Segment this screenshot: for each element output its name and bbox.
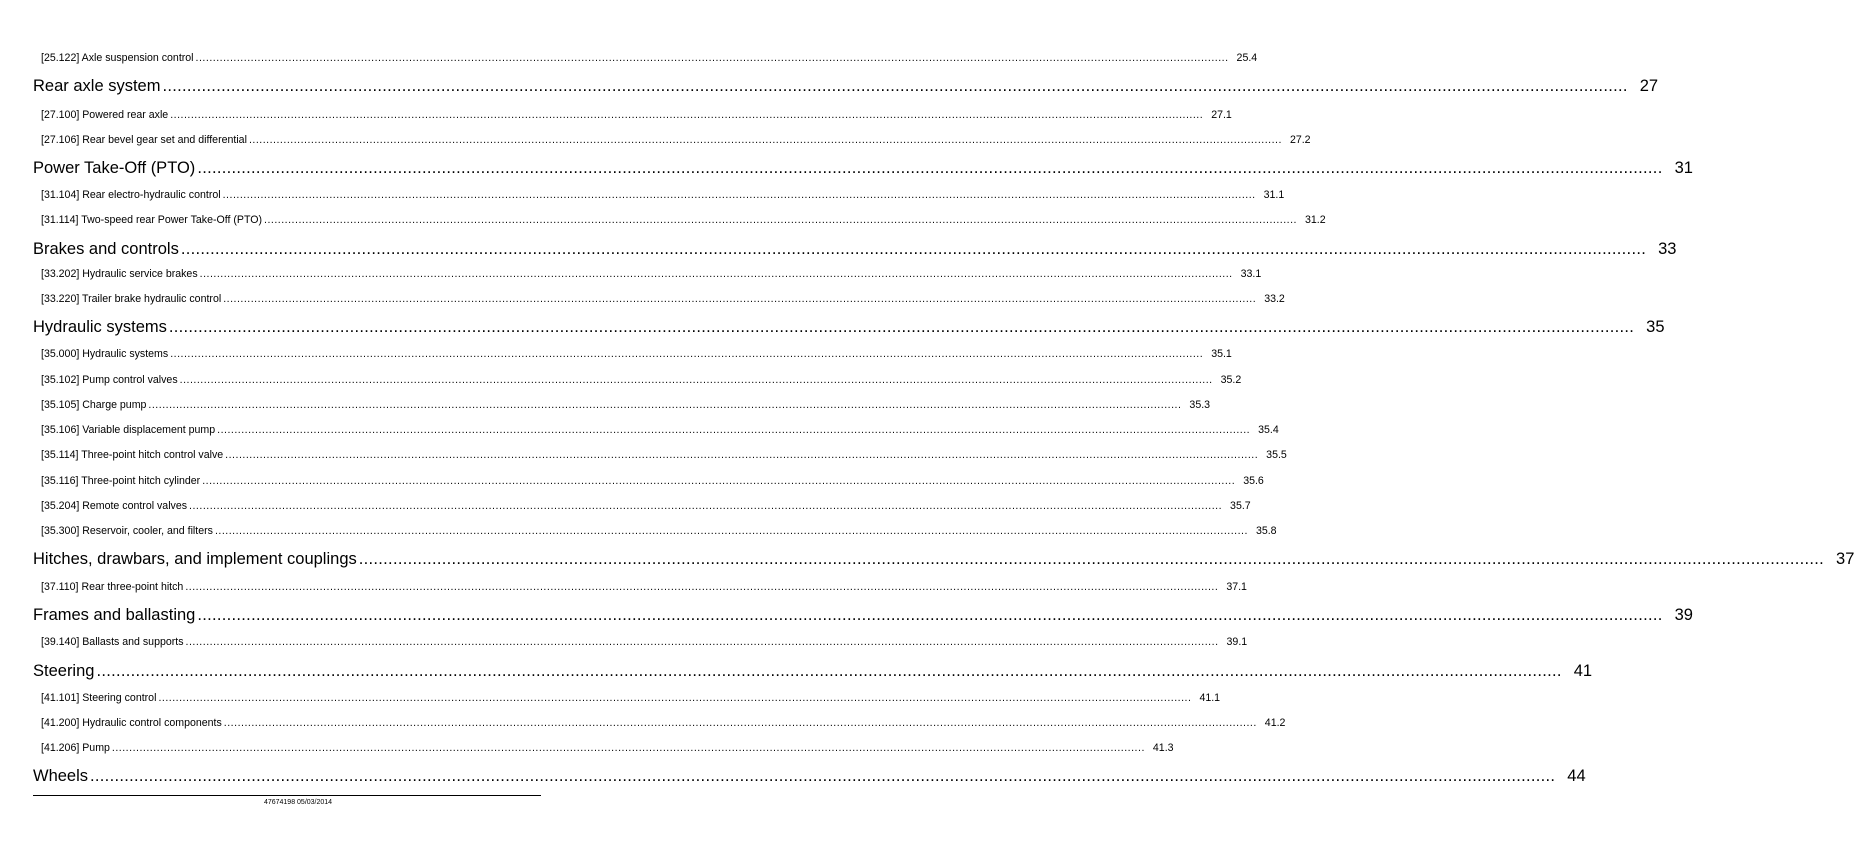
toc-section-title: Power Take-Off (PTO) — [33, 159, 196, 177]
dot-leader: ............................................................................................................................................................................................................................................................................................................ — [223, 293, 1257, 305]
toc-entry-41-101[interactable] — [41, 692, 1221, 706]
toc-section-hydraulic-systems[interactable] — [33, 318, 1665, 340]
toc-entry-35-300[interactable] — [41, 525, 1277, 539]
toc-section-pto[interactable] — [33, 159, 1693, 181]
toc-entry-35-114[interactable] — [41, 449, 1287, 463]
toc-entry-title: [35.106] Variable displacement pump — [41, 424, 216, 436]
toc-entry-25-122[interactable] — [41, 52, 1258, 66]
dot-leader: ............................................................................................................................................................................................................................................................................................................ — [90, 767, 1556, 785]
toc-entry-41-200[interactable] — [41, 717, 1286, 731]
toc-entry-page: 39.1 — [1226, 636, 1248, 648]
toc-entry-35-105[interactable] — [41, 399, 1211, 413]
toc-entry-35-116[interactable] — [41, 475, 1264, 489]
toc-entry-title: [41.101] Steering control — [41, 692, 157, 704]
toc-entry-title: [33.220] Trailer brake hydraulic control — [41, 293, 222, 305]
toc-entry-page: 31.1 — [1263, 189, 1285, 201]
toc-entry-27-106[interactable] — [41, 134, 1311, 148]
toc-entry-page: 25.4 — [1236, 52, 1258, 64]
toc-section-page: 44 — [1567, 767, 1586, 785]
toc-entry-title: [35.114] Three-point hitch control valve — [41, 449, 224, 461]
toc-entry-title: [35.000] Hydraulic systems — [41, 348, 169, 360]
toc-entry-title: [41.206] Pump — [41, 742, 110, 754]
toc-entry-page: 41.3 — [1152, 742, 1174, 754]
toc-entry-page: 35.7 — [1230, 500, 1251, 512]
toc-entry-page: 27.1 — [1211, 109, 1232, 121]
toc-entry-page: 33.1 — [1240, 268, 1262, 280]
dot-leader: ............................................................................................................................................................................................................................................................................................................ — [111, 742, 1145, 754]
dot-leader: ............................................................................................................................................................................................................................................................................................................ — [179, 374, 1213, 386]
dot-leader: ............................................................................................................................................................................................................................................................................................................ — [202, 475, 1236, 487]
toc-section-title: Frames and ballasting — [33, 606, 196, 624]
toc-entry-page: 35.2 — [1220, 374, 1242, 386]
toc-entry-title: [35.300] Reservoir, cooler, and filters — [41, 525, 213, 537]
toc-entry-page: 35.8 — [1255, 525, 1277, 537]
toc-entry-title: [35.105] Charge pump — [41, 399, 147, 411]
toc-entry-title: [27.106] Rear bevel gear set and differential — [41, 134, 247, 146]
dot-leader: ............................................................................................................................................................................................................................................................................................................ — [180, 240, 1647, 258]
toc-section-page: 31 — [1674, 159, 1693, 177]
toc-section-frames-and-ballasting[interactable] — [33, 606, 1693, 628]
toc-entry-title: [35.116] Three-point hitch cylinder — [41, 475, 201, 487]
dot-leader: ............................................................................................................................................................................................................................................................................................................ — [264, 214, 1298, 226]
toc-entry-35-000[interactable] — [41, 348, 1232, 362]
toc-entry-page: 41.2 — [1264, 717, 1286, 729]
dot-leader: ............................................................................................................................................................................................................................................................................................................ — [168, 318, 1635, 336]
dot-leader: ............................................................................................................................................................................................................................................................................................................ — [197, 159, 1663, 177]
toc-section-title: Wheels — [33, 767, 89, 785]
dot-leader: ............................................................................................................................................................................................................................................................................................................ — [170, 348, 1204, 360]
dot-leader: ............................................................................................................................................................................................................................................................................................................ — [214, 525, 1248, 537]
toc-section-title: Hitches, drawbars, and implement couplings — [33, 550, 357, 568]
dot-leader: ............................................................................................................................................................................................................................................................................................................ — [223, 717, 1257, 729]
toc-entry-title: [41.200] Hydraulic control components — [41, 717, 222, 729]
toc-entry-41-206[interactable] — [41, 742, 1174, 756]
toc-entry-35-204[interactable] — [41, 500, 1251, 514]
dot-leader: ............................................................................................................................................................................................................................................................................................................ — [199, 268, 1233, 280]
toc-section-page: 27 — [1639, 77, 1659, 95]
toc-entry-page: 35.3 — [1189, 399, 1211, 411]
toc-section-hitches[interactable] — [33, 550, 1854, 572]
dot-leader: ............................................................................................................................................................................................................................................................................................................ — [225, 449, 1259, 461]
toc-entry-title: [31.104] Rear electro-hydraulic control — [41, 189, 221, 201]
toc-entry-page: 35.5 — [1266, 449, 1287, 461]
toc-entry-page: 33.2 — [1264, 293, 1285, 305]
toc-entry-39-140[interactable] — [41, 636, 1248, 650]
toc-entry-page: 31.2 — [1305, 214, 1326, 226]
toc-entry-title: [39.140] Ballasts and supports — [41, 636, 184, 648]
toc-section-steering[interactable] — [33, 662, 1593, 684]
dot-leader: ............................................................................................................................................................................................................................................................................................................ — [222, 189, 1256, 201]
dot-leader: ............................................................................................................................................................................................................................................................................................................ — [195, 52, 1229, 64]
toc-entry-title: [37.110] Rear three-point hitch — [41, 581, 184, 593]
toc-entry-title: [31.114] Two-speed rear Power Take-Off (PTO) — [41, 214, 263, 226]
toc-section-page: 37 — [1836, 550, 1854, 568]
toc-section-wheels[interactable] — [33, 767, 1586, 789]
dot-leader: ............................................................................................................................................................................................................................................................................................................ — [248, 134, 1282, 146]
toc-entry-33-202[interactable] — [41, 268, 1262, 282]
toc-section-title: Rear axle system — [33, 77, 161, 95]
toc-section-title: Brakes and controls — [33, 240, 179, 258]
dot-leader: ............................................................................................................................................................................................................................................................................................................ — [189, 500, 1223, 512]
toc-entry-page: 35.1 — [1211, 348, 1232, 360]
toc-entry-page: 35.6 — [1243, 475, 1264, 487]
footer-rule — [33, 795, 541, 796]
dot-leader: ............................................................................................................................................................................................................................................................................................................ — [158, 692, 1192, 704]
dot-leader: ............................................................................................................................................................................................................................................................................................................ — [185, 636, 1219, 648]
toc-entry-35-102[interactable] — [41, 374, 1242, 388]
dot-leader: ............................................................................................................................................................................................................................................................................................................ — [170, 109, 1204, 121]
toc-entry-title: [25.122] Axle suspension control — [41, 52, 194, 64]
toc-section-brakes-and-controls[interactable] — [33, 240, 1677, 262]
toc-section-page: 33 — [1658, 240, 1677, 258]
toc-entry-title: [27.100] Powered rear axle — [41, 109, 169, 121]
footer-doc-reference: 47674198 05/03/2014 — [263, 799, 333, 806]
toc-section-page: 41 — [1573, 662, 1593, 680]
dot-leader: ............................................................................................................................................................................................................................................................................................................ — [197, 606, 1663, 624]
toc-entry-title: [35.204] Remote control valves — [41, 500, 188, 512]
toc-entry-page: 37.1 — [1226, 581, 1247, 593]
toc-entry-page: 27.2 — [1289, 134, 1311, 146]
toc-entry-page: 35.4 — [1258, 424, 1279, 436]
toc-section-title: Hydraulic systems — [33, 318, 167, 336]
dot-leader: ............................................................................................................................................................................................................................................................................................................ — [96, 662, 1562, 680]
dot-leader: ............................................................................................................................................................................................................................................................................................................ — [162, 77, 1628, 95]
toc-entry-title: [33.202] Hydraulic service brakes — [41, 268, 198, 280]
toc-entry-33-220[interactable] — [41, 293, 1285, 307]
toc-section-page: 39 — [1674, 606, 1693, 624]
toc-entry-35-106[interactable] — [41, 424, 1279, 438]
toc-entry-31-114[interactable] — [41, 214, 1326, 228]
dot-leader: ............................................................................................................................................................................................................................................................................................................ — [148, 399, 1182, 411]
dot-leader: ............................................................................................................................................................................................................................................................................................................ — [217, 424, 1251, 436]
toc-section-page: 35 — [1646, 318, 1665, 336]
toc-section-title: Steering — [33, 662, 95, 680]
toc-entry-page: 41.1 — [1199, 692, 1221, 704]
toc-section-rear-axle-system[interactable] — [33, 77, 1659, 99]
toc-entry-title: [35.102] Pump control valves — [41, 374, 178, 386]
toc-entry-31-104[interactable] — [41, 189, 1285, 203]
toc-entry-37-110[interactable] — [41, 581, 1247, 595]
dot-leader: ............................................................................................................................................................................................................................................................................................................ — [185, 581, 1219, 593]
toc-entry-27-100[interactable] — [41, 109, 1232, 123]
dot-leader: ............................................................................................................................................................................................................................................................................................................ — [358, 550, 1825, 568]
